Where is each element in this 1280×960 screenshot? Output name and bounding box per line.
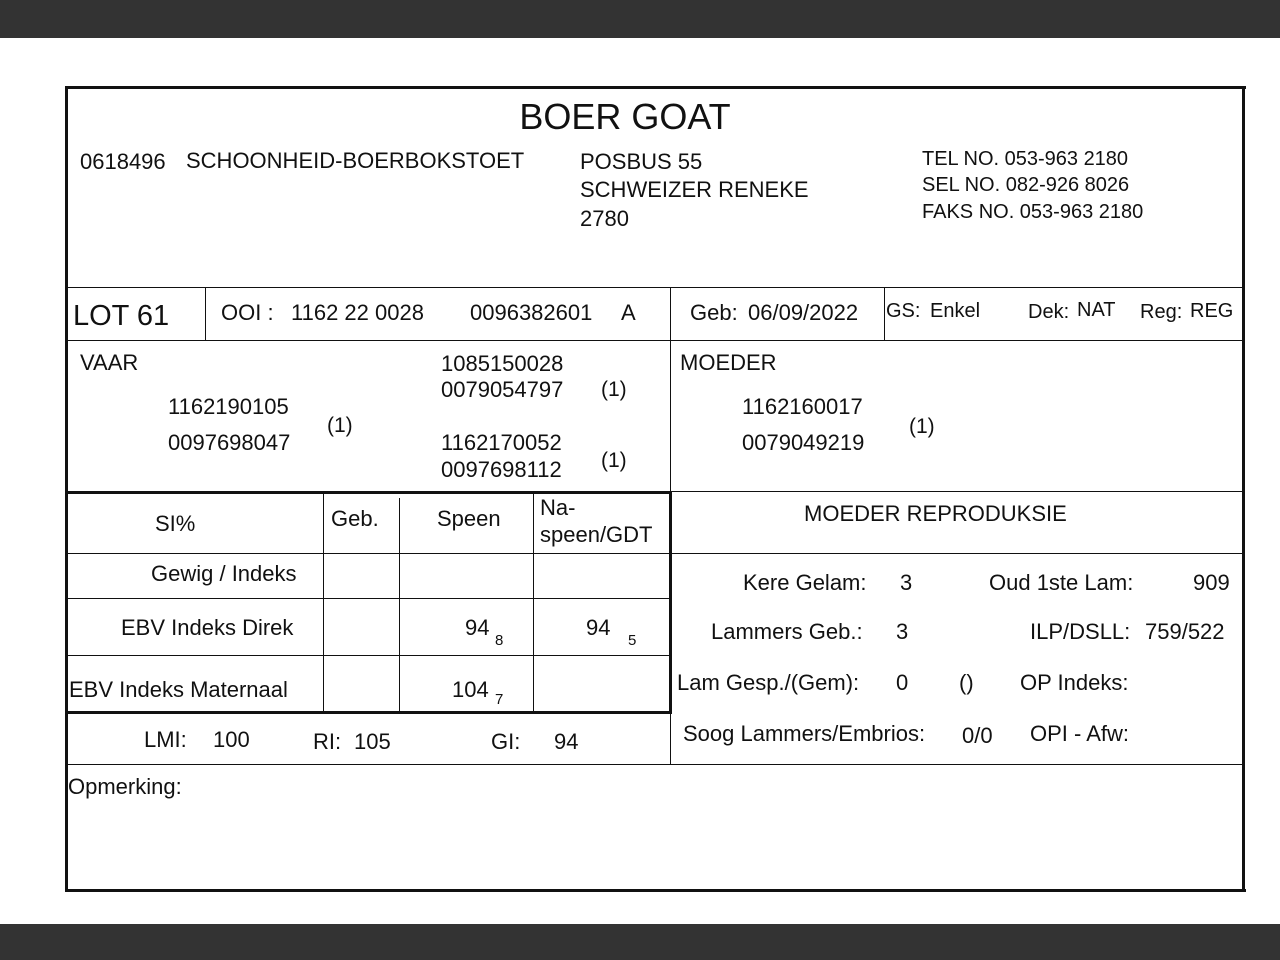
vaar-dam-id-1: 1162170052 <box>441 430 562 455</box>
dek-value: NAT <box>1077 299 1116 321</box>
moeder-mark: (1) <box>909 415 935 438</box>
opi-afw-label: OPI - Afw: <box>1030 721 1130 746</box>
rule-perf-header <box>66 553 1244 554</box>
op-indeks-label: OP Indeks: <box>1020 670 1129 695</box>
ri-value: 105 <box>354 729 391 754</box>
gi-label: GI: <box>491 729 521 754</box>
rule-header-bottom <box>66 287 1244 288</box>
rule-perf-bottom <box>66 711 672 714</box>
col-naspeen-line2: speen/GDT <box>540 522 653 547</box>
soog-value: 0/0 <box>962 723 993 748</box>
address-line-1: POSBUS 55 <box>580 149 703 174</box>
rule-perf-col3 <box>533 492 534 713</box>
gesp-value: 0 <box>896 670 909 695</box>
address-line-3: 2780 <box>580 206 629 231</box>
rule-pedigree-bottom-left <box>66 491 672 494</box>
rule-pedigree-bottom-right <box>672 491 1244 492</box>
vaar-dam-mark: (1) <box>601 449 627 472</box>
col-naspeen-line1: Na- <box>540 495 576 520</box>
lmi-label: LMI: <box>144 727 187 752</box>
moeder-label: MOEDER <box>680 350 777 375</box>
registration-number: 0096382601 <box>470 300 593 325</box>
rule-geb-divider <box>884 288 885 341</box>
geb-label: Geb: <box>690 300 738 325</box>
vaar-id-2: 0097698047 <box>168 430 291 455</box>
maternaal-speen-sub: 7 <box>495 691 504 708</box>
col-geb: Geb. <box>331 506 379 531</box>
lot-number: LOT 61 <box>73 300 170 332</box>
row-gewig-label: Gewig / Indeks <box>151 561 297 586</box>
border-right <box>1242 86 1245 892</box>
lmi-value: 100 <box>213 727 250 752</box>
si-label: SI% <box>155 511 196 536</box>
vaar-sire-id-1: 1085150028 <box>441 351 564 376</box>
gesp-paren: () <box>959 670 974 695</box>
bottom-dark-bar <box>0 924 1280 960</box>
sel-number: SEL NO. 082-926 8026 <box>922 174 1130 196</box>
faks-number: FAKS NO. 053-963 2180 <box>922 201 1144 223</box>
vaar-id-1: 1162190105 <box>168 394 289 419</box>
lammers-label: Lammers Geb.: <box>711 619 863 644</box>
direk-naspeen-value: 94 <box>586 615 611 640</box>
border-top <box>65 86 1246 89</box>
rule-lot-divider <box>205 288 206 341</box>
rule-perf-right <box>669 491 672 714</box>
ooi-label: OOI : <box>221 300 274 325</box>
maternaal-speen-value: 104 <box>452 677 489 702</box>
row-ebv-direk-label: EBV Indeks Direk <box>121 615 294 640</box>
reproduction-title: MOEDER REPRODUKSIE <box>804 501 1067 526</box>
rule-animal-row-bottom <box>66 340 1244 341</box>
direk-naspeen-sub: 5 <box>628 632 637 649</box>
ilp-label: ILP/DSLL: <box>1030 619 1131 644</box>
kere-label: Kere Gelam: <box>743 570 867 595</box>
tel-number: TEL NO. 053-963 2180 <box>922 148 1129 170</box>
rule-perf-col2 <box>399 498 400 713</box>
ilp-value: 759/522 <box>1145 619 1225 644</box>
vaar-label: VAAR <box>80 350 139 375</box>
border-bottom <box>65 889 1246 892</box>
top-dark-bar <box>0 0 1280 38</box>
rule-perf-row1 <box>66 598 670 599</box>
breeder-code: 0618496 <box>80 149 166 174</box>
oud-value: 909 <box>1193 570 1230 595</box>
dek-label: Dek: <box>1028 301 1070 323</box>
vaar-sire-mark: (1) <box>601 378 627 401</box>
direk-speen-sub: 8 <box>495 632 504 649</box>
rule-perf-col1 <box>323 492 324 713</box>
soog-label: Soog Lammers/Embrios: <box>683 721 926 746</box>
gi-value: 94 <box>554 729 579 754</box>
col-speen: Speen <box>437 506 501 531</box>
lammers-value: 3 <box>896 619 909 644</box>
rule-indices-bottom <box>66 764 1244 765</box>
moeder-id-1: 1162160017 <box>742 394 863 419</box>
address-line-2: SCHWEIZER RENEKE <box>580 177 809 202</box>
vaar-dam-id-2: 0097698112 <box>441 457 562 482</box>
reg-label: Reg: <box>1140 301 1183 323</box>
geb-date: 06/09/2022 <box>748 300 859 325</box>
vaar-mark: (1) <box>327 414 353 437</box>
remarks-label: Opmerking: <box>68 774 182 799</box>
direk-speen-value: 94 <box>465 615 490 640</box>
border-left <box>65 86 68 892</box>
row-ebv-maternaal-label: EBV Indeks Maternaal <box>69 677 288 702</box>
breeder-name: SCHOONHEID-BOERBOKSTOET <box>186 148 525 173</box>
page-title: BOER GOAT <box>519 96 731 137</box>
grade: A <box>621 300 636 325</box>
moeder-id-2: 0079049219 <box>742 430 865 455</box>
kere-value: 3 <box>900 570 913 595</box>
oud-label: Oud 1ste Lam: <box>989 570 1134 595</box>
ooi-number: 1162 22 0028 <box>291 300 424 325</box>
vaar-sire-id-2: 0079054797 <box>441 377 564 402</box>
gesp-label: Lam Gesp./(Gem): <box>677 670 860 695</box>
gs-label: GS: <box>886 300 921 322</box>
rule-perf-row2 <box>66 655 670 656</box>
ri-label: RI: <box>313 729 342 754</box>
reg-value: REG <box>1190 300 1234 322</box>
gs-value: Enkel <box>930 300 981 322</box>
